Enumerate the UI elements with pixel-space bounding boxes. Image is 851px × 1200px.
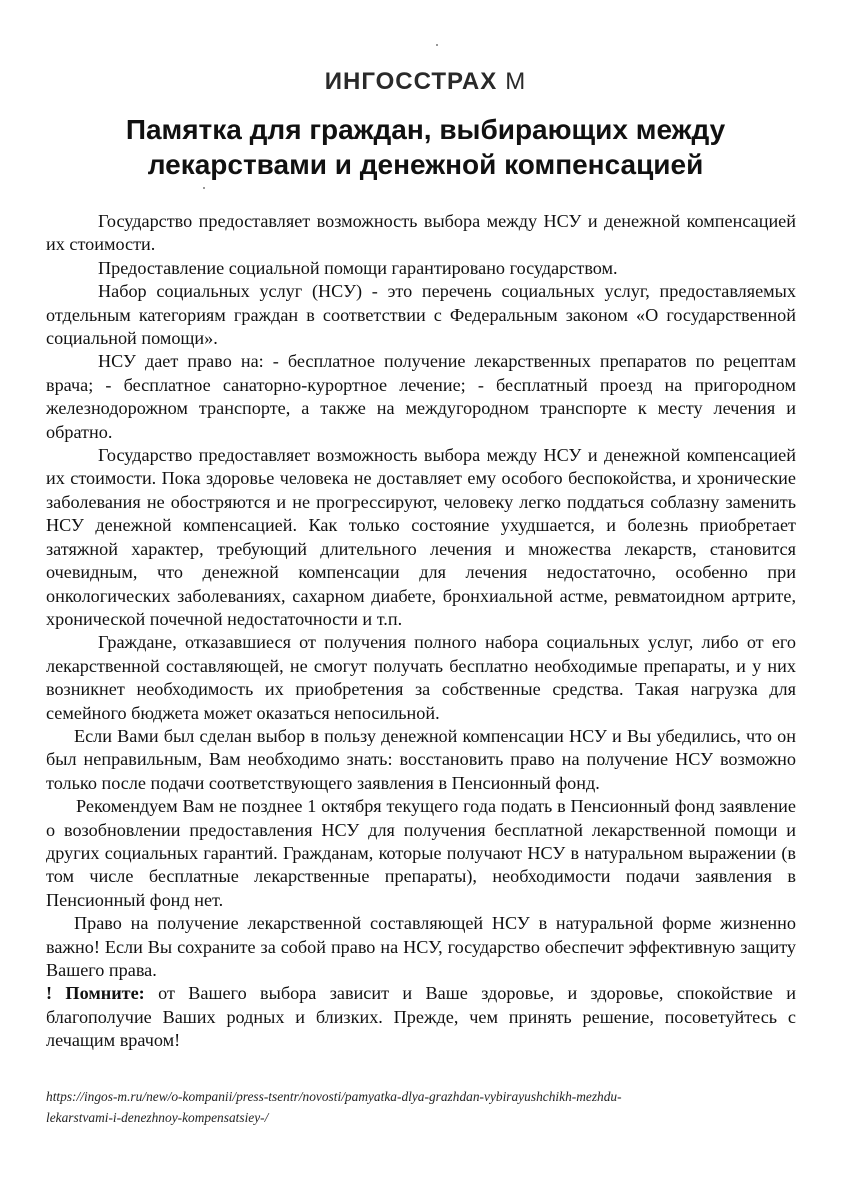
logo-suffix: М <box>505 68 527 95</box>
source-url <box>46 1086 806 1128</box>
paragraph-1: Государство предоставляет возможность выбора между НСУ и денежной компенсацией их стоимости. <box>46 211 796 255</box>
scan-speck <box>436 44 438 46</box>
title-line-1: Памятка для граждан, выбирающих между <box>125 114 726 145</box>
paragraph-3: Набор социальных услуг (НСУ) - это перечень социальных услуг, предоставляемых отдельным категориям граждан в соответствии с Федеральным законом «О государственной социальной помощи». <box>46 281 796 349</box>
title-line-2: лекарствами и денежной компенсацией <box>147 149 704 180</box>
logo-brand: ИНГОССТРАХ <box>324 68 498 95</box>
paragraph-6: Граждане, отказавшиеся от получения полного набора социальных услуг, либо от его лекарственной составляющей, не смогут получать бесплатно необходимые препараты, и у них возникнет необходимость их приобретения за собственные средства. Такая нагрузка для семейного бюджета может оказаться непосильной. <box>46 632 796 723</box>
paragraph-5: Государство предоставляет возможность выбора между НСУ и денежной компенсацией их стоимости. Пока здоровье человека не доставляет ему особого беспокойства, и хронические заболевания не обостряются и не прогрессируют, человеку легко поддаться соблазну заменить НСУ денежной компенсацией. Как только состояние ухудшается, и болезнь приобретает затяжной характер, требующий длительного лечения и множества лекарств, становится очевидным, что денежной компенсации для лечения недостаточно, особенно при онкологических заболеваниях, сахарном диабете, бронхиальной астме, ревматоидном артрите, хронической почечной недостаточности и т.п. <box>46 445 796 629</box>
paragraph-9: Право на получение лекарственной составляющей НСУ в натуральной форме жизненно важно! Если Вы сохраните за собой право на НСУ, государство обеспечит эффективную защиту Вашего права. <box>46 913 796 980</box>
paragraph-2: Предоставление социальной помощи гарантировано государством. <box>98 257 618 278</box>
document-body <box>46 210 796 1053</box>
source-url-line-1: https://ingos-m.ru/new/o-kompanii/press-tsentr/novosti/pamyatka-dlya-grazhdan-vybirayushchikh-mezhdu- <box>46 1089 622 1104</box>
source-url-line-2: lekarstvami-i-denezhnoy-kompensatsiey-/ <box>46 1110 269 1125</box>
document-title <box>0 112 851 182</box>
remember-label: ! Помните: <box>46 983 145 1004</box>
paragraph-7: Если Вами был сделан выбор в пользу денежной компенсации НСУ и Вы убедились, что он был неправильным, Вам необходимо знать: восстановить право на получение НСУ возможно только после подачи соответствующего заявления в Пенсионный фонд. <box>46 725 796 793</box>
paragraph-4: НСУ дает право на: - бесплатное получение лекарственных препаратов по рецептам врача; - бесплатное санаторно-курортное лечение; - бесплатный проезд на пригородном железнодорожном транспорте, а также на междугородном транспорте к месту лечения и обратно. <box>46 351 796 442</box>
remember-text: от Вашего выбора зависит и Ваше здоровье, и здоровье, спокойствие и благополучие Ваших родных и близких. Прежде, чем принять решение, посоветуйтесь с лечащим врачом! <box>46 983 796 1051</box>
scan-speck <box>203 187 205 189</box>
company-logo <box>0 68 851 96</box>
paragraph-8: Рекомендуем Вам не позднее 1 октября текущего года подать в Пенсионный фонд заявление о возобновлении предоставления НСУ для получения бесплатной лекарственной помощи и других социальных гарантий. Гражданам, которые получают НСУ в натуральном выражении (в том числе бесплатные лекарственные препараты), необходимости подачи заявления в Пенсионный фонд нет. <box>46 796 796 910</box>
paragraph-10 <box>46 982 796 1052</box>
